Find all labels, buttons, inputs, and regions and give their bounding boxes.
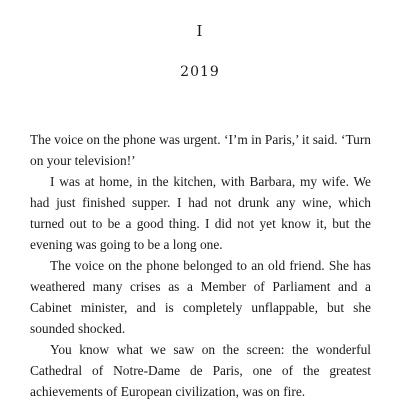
paragraph: The voice on the phone belonged to an old friend. She has weathered many crises as a Member of Parliament and a Cabinet minister, and is completely unflappable, but she sounded shocked. <box>30 258 371 336</box>
paragraph: You know what we saw on the screen: the wonderful Cathedral of Notre-Dame de Paris, one of the greatest achievements of European civilization, was on fire. <box>30 342 371 399</box>
chapter-number: I <box>196 22 204 40</box>
paragraph: I was at home, in the kitchen, with Barbara, my wife. We had just finished supper. I had not drunk any wine, which turned out to be a good thing. I did not yet know it, but the evening was going to be a long one. <box>30 174 371 252</box>
chapter-year: 2019 <box>180 64 220 80</box>
chapter-body <box>30 129 371 402</box>
paragraph: The voice on the phone was urgent. ‘I’m in Paris,’ it said. ‘Turn on your television!’ <box>30 132 371 168</box>
